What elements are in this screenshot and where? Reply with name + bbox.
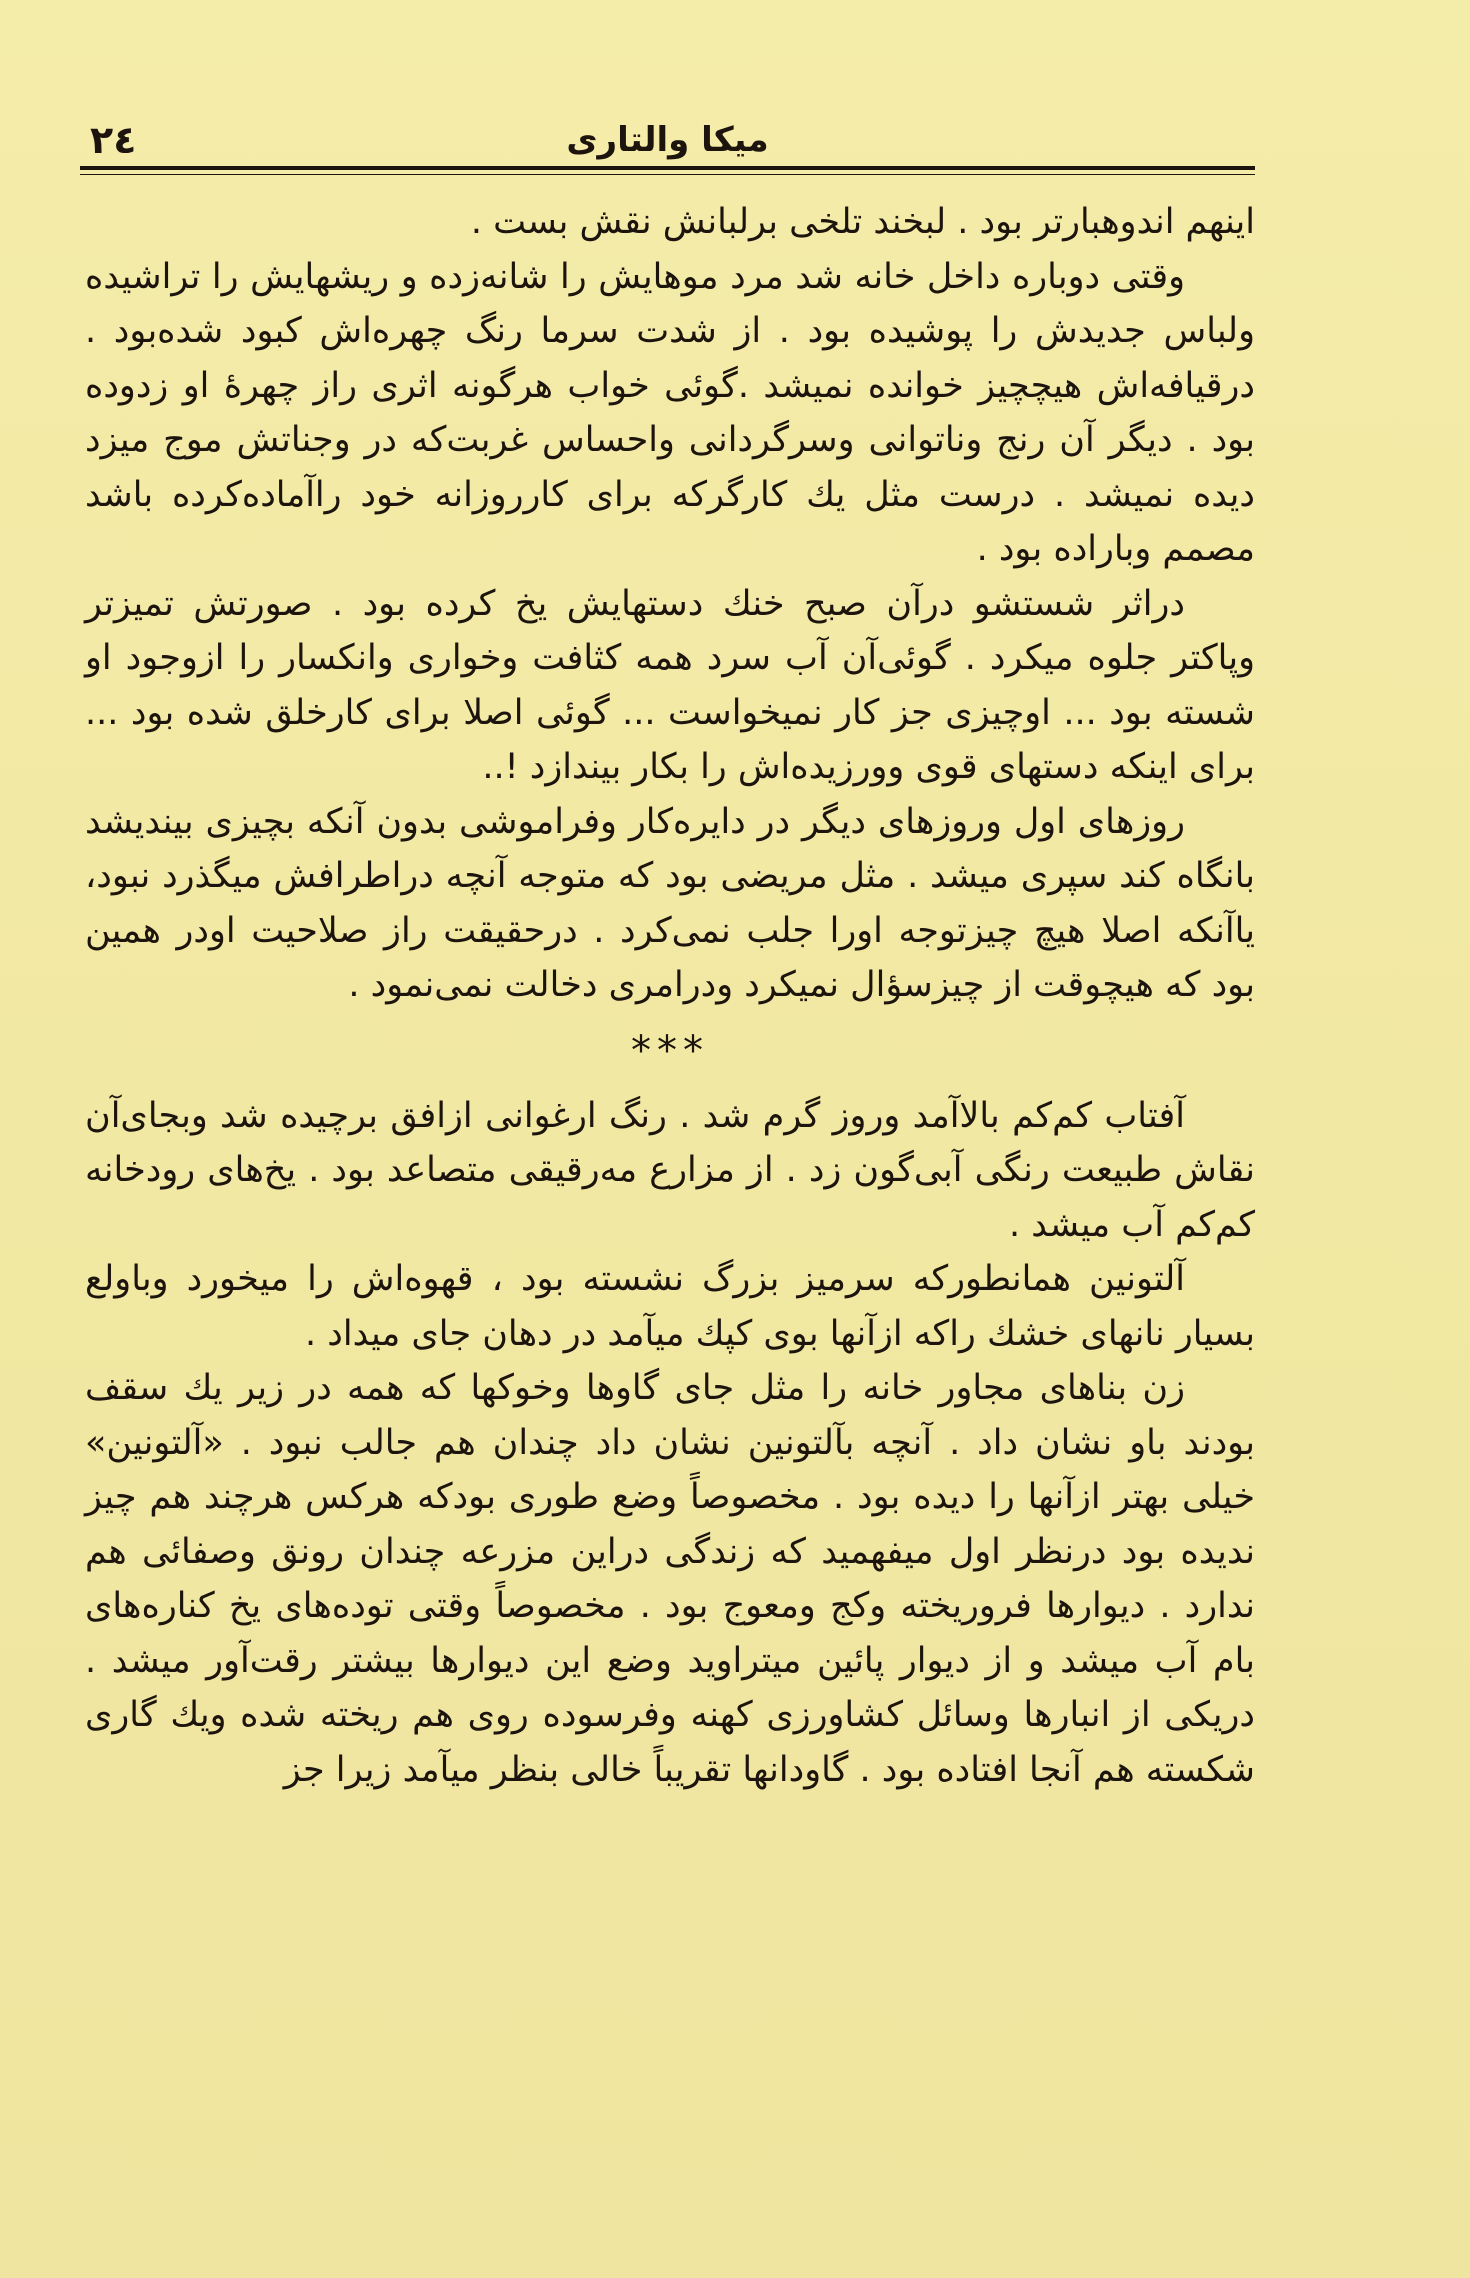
body-text xyxy=(85,195,1255,1797)
paragraph: وقتی دوباره داخل خانه شد مرد موهایش را شانه‌زده و ریشهایش را تراشیده ولباس جدیدش را پوشیده بود . از شدت سرما رنگ چهره‌اش کبود شده‌بود . درقیافه‌اش هیچچیز خوانده نمیشد .گوئی خواب هرگونه اثری راز چهرهٔ او زدوده بود . دیگر آن رنج وناتوانی وسرگردانی واحساس غربت‌که در وجناتش موج میزد دیده نمیشد . درست مثل یك کارگرکه برای کارروزانه خود راآماده‌کرده باشد مصمم وباراده بود . xyxy=(85,256,1255,569)
paragraph: زن بناهای مجاور خانه را مثل جای گاوها وخوکها که همه در زیر یك سقف بودند باو نشان داد . آنچه بآلتونین نشان داد چندان هم جالب نبود . «آلتونین» خیلی بهتر ازآنها را دیده بود . مخصوصاً وضع طوری بودکه هرکس هرچند هم چیز ندیده بود درنظر اول میفهمید که زندگی دراین مزرعه چندان رونق وصفائی هم ندارد . دیوارها فروریخته وکج ومعوج بود . مخصوصاً وقتی توده‌های یخ کناره‌های بام آب میشد و از دیوار پائین میتراوید وضع این دیوارها بیشتر رقت‌آور میشد . دریکی از انبارها وسائل کشاورزی کهنه وفرسوده روی هم ریخته شده ویك گاری شکسته هم آنجا افتاده بود . گاودانها تقریباً خالی بنظر میآمد زیرا جز xyxy=(85,1368,1255,1790)
header-rule-thin xyxy=(80,174,1255,175)
running-title: میکا والتاری xyxy=(566,120,769,160)
page-number: ٢٤ xyxy=(90,118,137,162)
paragraph: اینهم اندوهبارتر بود . لبخند تلخی برلبانش نقش بست . xyxy=(470,202,1255,242)
header-rule-thick xyxy=(80,166,1255,170)
paragraph: آلتونین همانطورکه سرمیز بزرگ نشسته بود ، قهوه‌اش را میخورد وباولع بسیار نانهای خشك راکه ازآنها بوی کپك میآمد در دهان جای میداد . xyxy=(85,1259,1255,1354)
paragraph: روزهای اول وروزهای دیگر در دایره‌کار وفراموشی بدون آنکه بچیزی بیندیشد بانگاه کند سپری میشد . مثل مریضی بود که متوجه آنچه دراطرافش میگذرد نبود، یاآنکه اصلا هیچ چیزتوجه اورا جلب نمی‌کرد . درحقیقت راز صلاحیت اودر همین بود که هیچوقت از چیزسؤال نمیکرد ودرامری دخالت نمی‌نمود . xyxy=(85,801,1255,1005)
paragraph: آفتاب کم‌کم بالاآمد وروز گرم شد . رنگ ارغوانی ازافق برچیده شد وبجای‌آن نقاش طبیعت رنگی آبی‌گون زد . از مزارع مه‌رقیقی متصاعد بود . یخ‌های رودخانه کم‌کم آب میشد . xyxy=(85,1095,1255,1245)
section-separator: *** xyxy=(631,1027,709,1074)
paragraph: دراثر شستشو درآن صبح خنك دستهایش یخ کرده بود . صورتش تمیزتر وپاکتر جلوه میکرد . گوئی‌آن آب سرد همه کثافت وخواری وانکسار را ازوجود او شسته بود ... اوچیزی جز کار نمیخواست ... گوئی اصلا برای کارخلق شده بود ... برای اینکه دستهای قوی وورزیده‌اش را بکار بیندازد !.. xyxy=(85,583,1255,787)
page-header xyxy=(80,110,1255,170)
